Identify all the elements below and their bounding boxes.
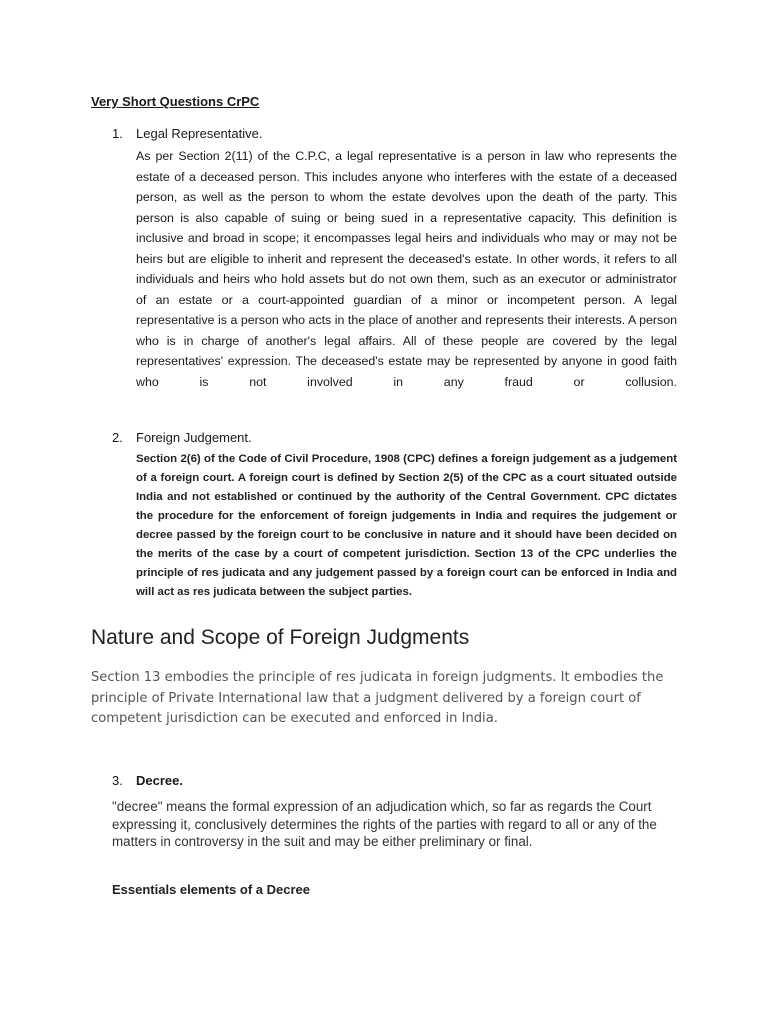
section-paragraph: Section 13 embodies the principle of res judicata in foreign judgments. It embodies the principle of Private International law that a judgment delivered by a foreign court of competent jurisdiction can be executed and enforced in India. [91, 670, 664, 726]
list-number: 1. [112, 126, 123, 141]
list-item-heading: Foreign Judgement. [136, 430, 252, 445]
list-item-body: As per Section 2(11) of the C.P.C, a legal representative is a person in law who represents the estate of a deceased person. This includes anyone who interferes with the estate of a deceased person, as well as the person to whom the estate devolves upon the death of the party. This person is also capable of suing or being sued in a representative capacity. This definition is inclusive and broad in scope; it encompasses legal heirs and individuals who may or may not be heirs but are eligible to inherit and represent the deceased's estate. In other words, it refers to all individuals and heirs who hold assets but do not own them, such as an executor or administrator of an estate or a court-appointed guardian of a minor or incompetent person. A legal representative is a person who acts in the place of another and represents their interests. A person who is in charge of another's legal affairs. All of these people are covered by the legal representatives' expression. The deceased's estate may be represented by anyone in good faith who is not involved in any fraud or collusion. [136, 149, 677, 389]
list-item-body: Section 2(6) of the Code of Civil Procedure, 1908 (CPC) defines a foreign judgement as a judgement of a foreign court. A foreign court is defined by Section 2(5) of the CPC as a court situated outside India and not established or continued by the authority of the Central Government. CPC dictates the procedure for the enforcement of foreign judgements in India and requires the judgement or decree passed by the foreign court to be conclusive in nature and it should have been decided on the merits of the case by a court of competent jurisdiction. Section 13 of the CPC underlies the principle of res judicata and any judgement passed by a foreign court can be enforced in India and will act as res judicata between the subject parties. [136, 453, 677, 598]
essentials-heading: Essentials elements of a Decree [112, 882, 310, 897]
list-item-heading: Legal Representative. [136, 126, 263, 141]
list-number: 3. [112, 773, 123, 788]
decree-definition: "decree" means the formal expression of an adjudication which, so far as regards the Court expressing it, conclusively determines the rights of the parties with regard to all or any of the matters in controversy in the suit and may be either preliminary or final. [112, 799, 657, 849]
list-item-heading: Decree. [136, 773, 183, 788]
list-number: 2. [112, 430, 123, 445]
section-heading: Nature and Scope of Foreign Judgments [91, 626, 470, 649]
document-title: Very Short Questions CrPC [91, 94, 260, 109]
